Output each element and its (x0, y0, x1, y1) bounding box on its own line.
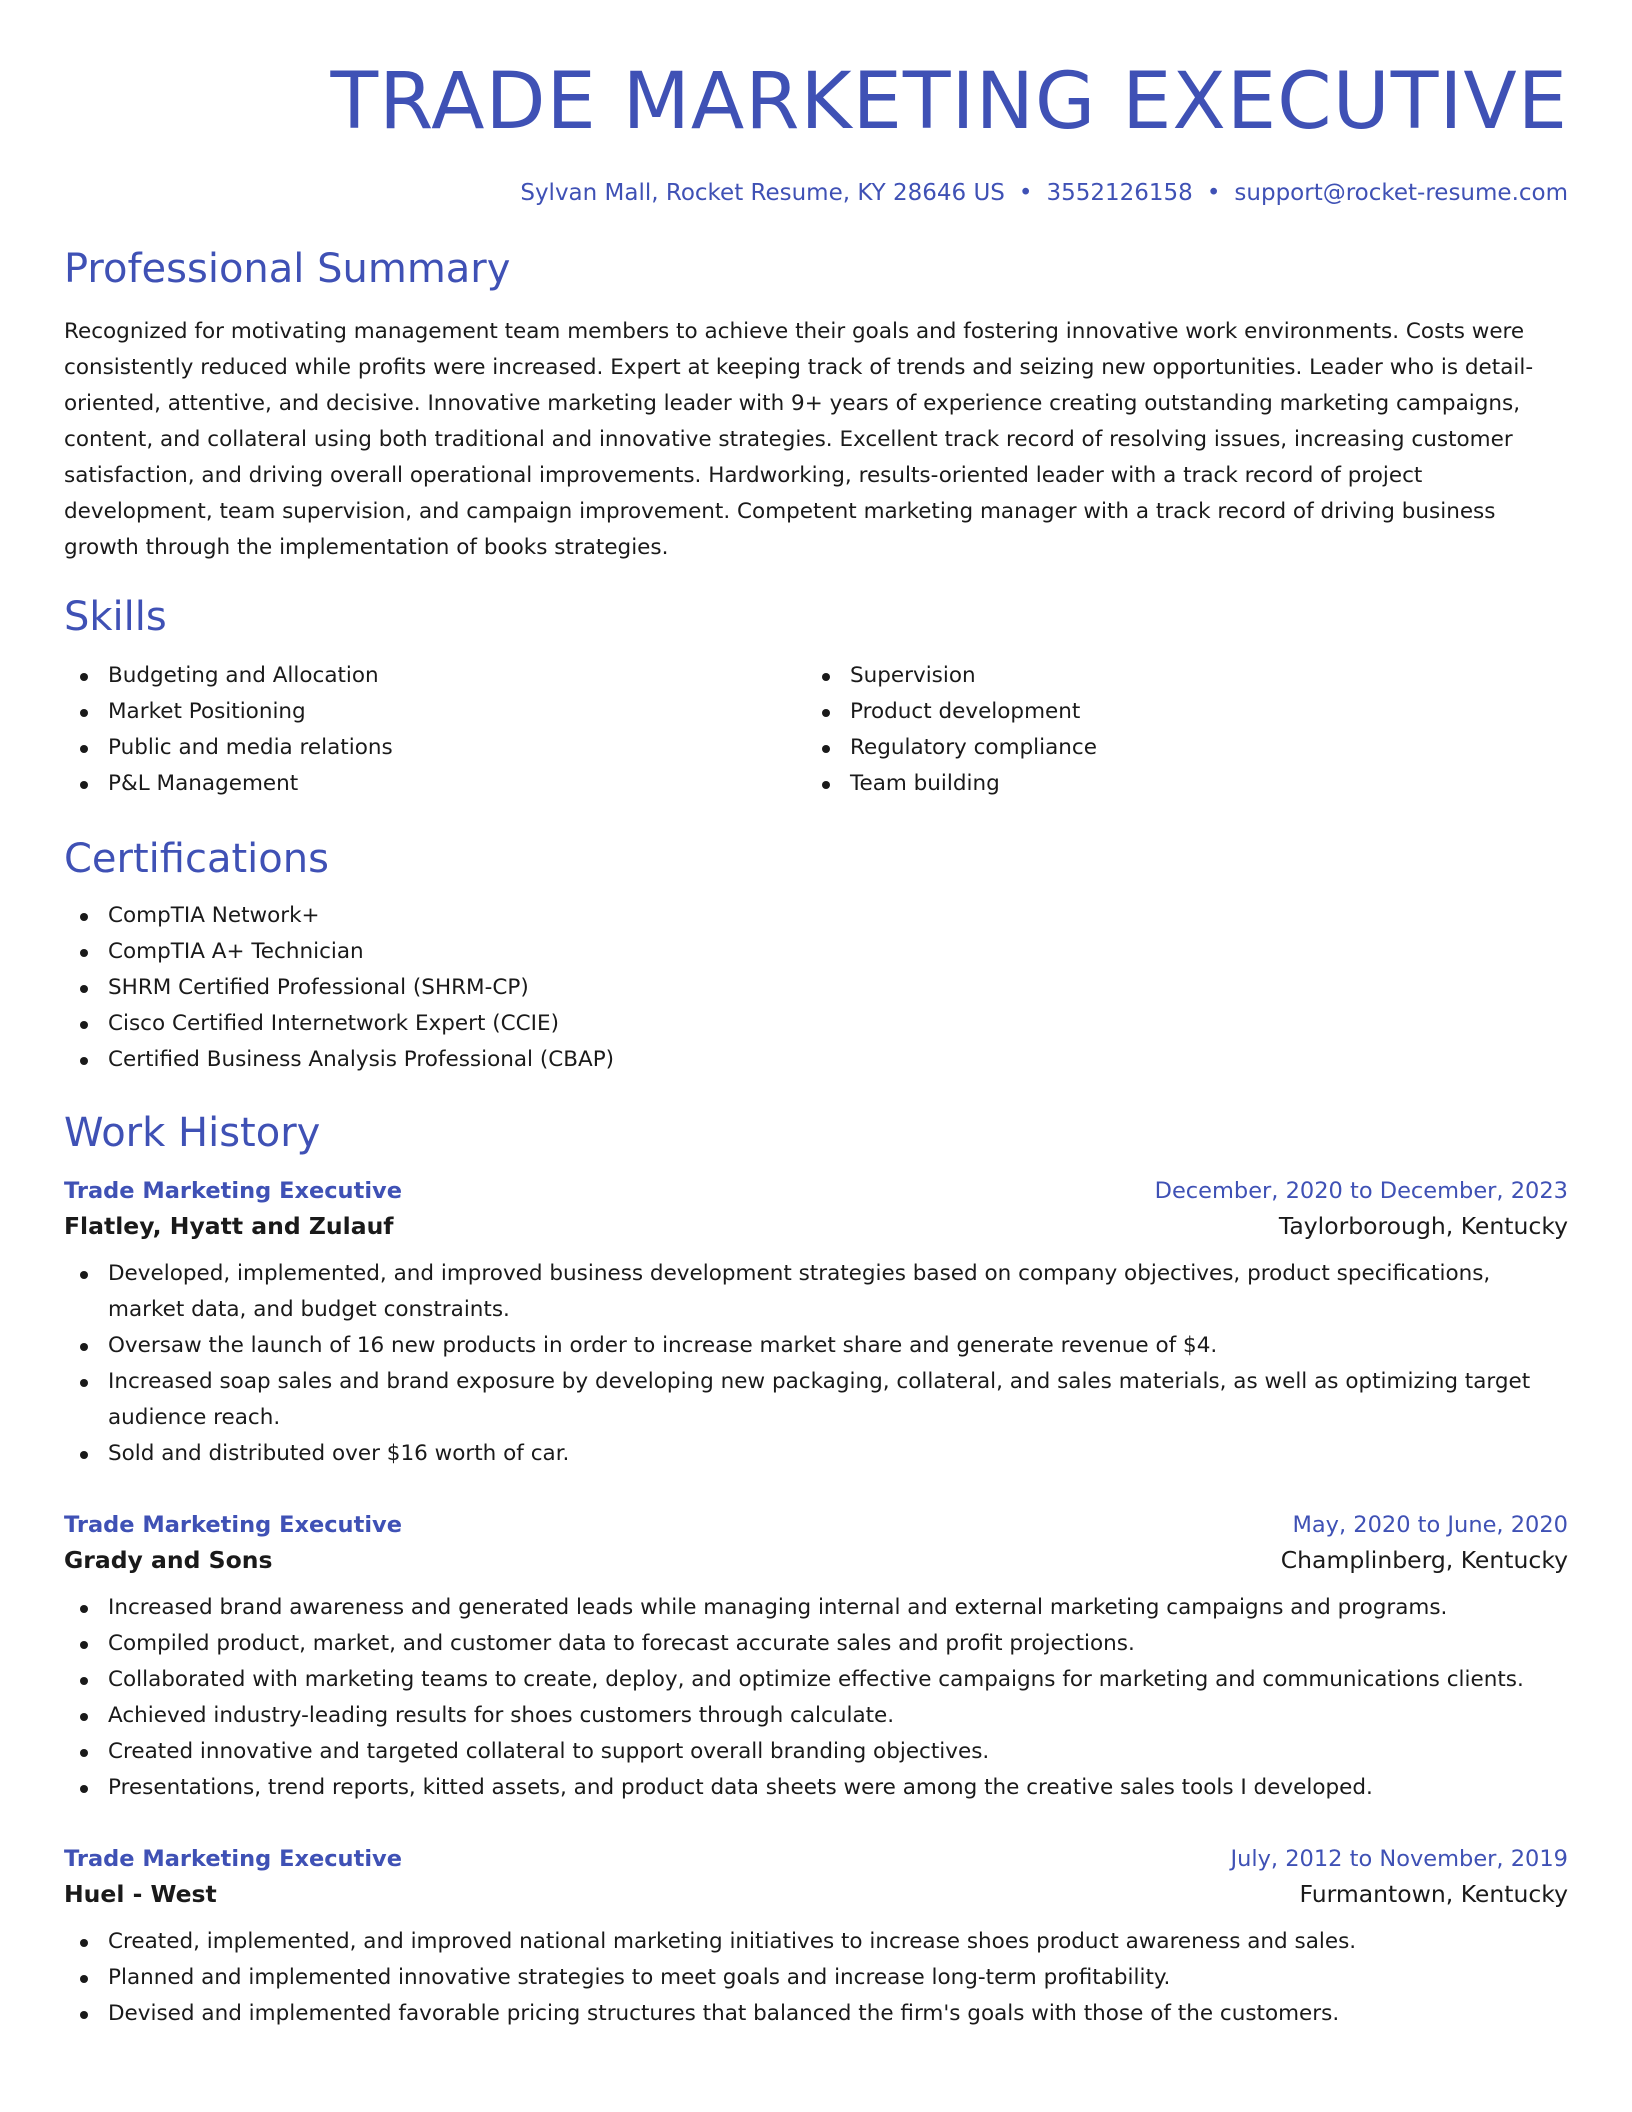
skill-item: P&L Management (108, 766, 806, 802)
contact-email[interactable]: support@rocket-resume.com (1234, 180, 1568, 206)
job-bullet-list (64, 1924, 1568, 2032)
job-title: Trade Marketing Executive (64, 1512, 402, 1538)
job-bullet: Increased brand awareness and generated leads while managing internal and external marketing campaigns and programs. (108, 1590, 1568, 1626)
skill-item: Budgeting and Allocation (108, 658, 806, 694)
summary-text: Recognized for motivating management team members to achieve their goals and fostering innovative work environments. Costs were consistently reduced while profits were increased. Expert at keeping track of trends and seizing new opportunities. Leader who is detail-oriented, attentive, and decisive. Innovative marketing leader with 9+ years of experience creating outstanding marketing campaigns, content, and collateral using both traditional and innovative strategies. Excellent track record of resolving issues, increasing customer satisfaction, and driving overall operational improvements. Hardworking, results-oriented leader with a track record of project development, team supervision, and campaign improvement. Competent marketing manager with a track record of driving business growth through the implementation of books strategies. (64, 319, 1534, 560)
job-bullet: Achieved industry-leading results for shoes customers through calculate. (108, 1698, 1568, 1734)
job-header (64, 1176, 1568, 1206)
contact-phone[interactable]: 3552126158 (1046, 180, 1193, 206)
job-bullet: Sold and distributed over $16 worth of car. (108, 1436, 1568, 1472)
skills-heading: Skills (64, 594, 167, 640)
job-bullet: Created, implemented, and improved national marketing initiatives to increase shoes product awareness and sales. (108, 1924, 1568, 1960)
job-header (64, 1510, 1568, 1540)
skills-column-right (806, 658, 1548, 802)
job-entry (64, 1176, 1568, 1472)
job-location: Champlinberg, Kentucky (1280, 1546, 1568, 1574)
job-dates: May, 2020 to June, 2020 (1292, 1512, 1568, 1538)
job-entry (64, 1510, 1568, 1806)
job-title: Trade Marketing Executive (64, 1846, 402, 1872)
job-bullet: Increased soap sales and brand exposure by developing new packaging, collateral, and sales materials, as well as optimizing target audience reach. (108, 1364, 1568, 1436)
job-company: Grady and Sons (64, 1546, 273, 1574)
resume-page (64, 0, 1568, 2032)
job-bullet-list (64, 1256, 1568, 1472)
certification-item: CompTIA A+ Technician (108, 934, 1568, 970)
contact-separator: • (1018, 180, 1033, 206)
job-bullet: Oversaw the launch of 16 new products in order to increase market share and generate revenue of $4. (108, 1328, 1568, 1364)
contact-address: Sylvan Mall, Rocket Resume, KY 28646 US (520, 180, 1005, 206)
job-bullet: Developed, implemented, and improved business development strategies based on company objectives, product specifications, market data, and budget constraints. (108, 1256, 1568, 1328)
job-bullet: Presentations, trend reports, kitted assets, and product data sheets were among the creative sales tools I developed. (108, 1770, 1568, 1806)
skills-column-left (64, 658, 806, 802)
contact-separator: • (1206, 180, 1221, 206)
work-history-heading: Work History (64, 1110, 321, 1156)
skill-item: Regulatory compliance (850, 730, 1548, 766)
job-header (64, 1844, 1568, 1874)
resume-name: TRADE MARKETING EXECUTIVE (330, 57, 1568, 147)
summary-heading: Professional Summary (64, 246, 511, 292)
skill-item: Team building (850, 766, 1548, 802)
contact-line (64, 178, 1568, 208)
job-company: Flatley, Hyatt and Zulauf (64, 1212, 394, 1240)
job-company: Huel - West (64, 1880, 217, 1908)
certification-item: SHRM Certified Professional (SHRM-CP) (108, 970, 1568, 1006)
certifications-list (64, 898, 1568, 1078)
job-subheader (64, 1540, 1568, 1580)
job-bullet-list (64, 1590, 1568, 1806)
job-dates: December, 2020 to December, 2023 (1154, 1178, 1568, 1204)
skills-grid (64, 658, 1568, 802)
skill-item: Public and media relations (108, 730, 806, 766)
skill-item: Product development (850, 694, 1548, 730)
certification-item: Cisco Certified Internetwork Expert (CCIE) (108, 1006, 1568, 1042)
job-bullet: Collaborated with marketing teams to create, deploy, and optimize effective campaigns for marketing and communications clients. (108, 1662, 1568, 1698)
skill-item: Market Positioning (108, 694, 806, 730)
job-location: Furmantown, Kentucky (1299, 1880, 1568, 1908)
certification-item: CompTIA Network+ (108, 898, 1568, 934)
certifications-heading: Certifications (64, 836, 329, 882)
job-bullet: Devised and implemented favorable pricing structures that balanced the firm's goals with those of the customers. (108, 1996, 1568, 2032)
job-title: Trade Marketing Executive (64, 1178, 402, 1204)
job-location: Taylorborough, Kentucky (1278, 1212, 1568, 1240)
skills-list-left (64, 658, 806, 802)
resume-header (64, 0, 1568, 208)
skill-item: Supervision (850, 658, 1548, 694)
job-bullet: Planned and implemented innovative strategies to meet goals and increase long-term profitability. (108, 1960, 1568, 1996)
job-bullet: Compiled product, market, and customer data to forecast accurate sales and profit projections. (108, 1626, 1568, 1662)
certification-item: Certified Business Analysis Professional (CBAP) (108, 1042, 1568, 1078)
job-dates: July, 2012 to November, 2019 (1230, 1846, 1568, 1872)
skills-list-right (806, 658, 1548, 802)
job-subheader (64, 1874, 1568, 1914)
job-entry (64, 1844, 1568, 2032)
job-subheader (64, 1206, 1568, 1246)
job-bullet: Created innovative and targeted collateral to support overall branding objectives. (108, 1734, 1568, 1770)
